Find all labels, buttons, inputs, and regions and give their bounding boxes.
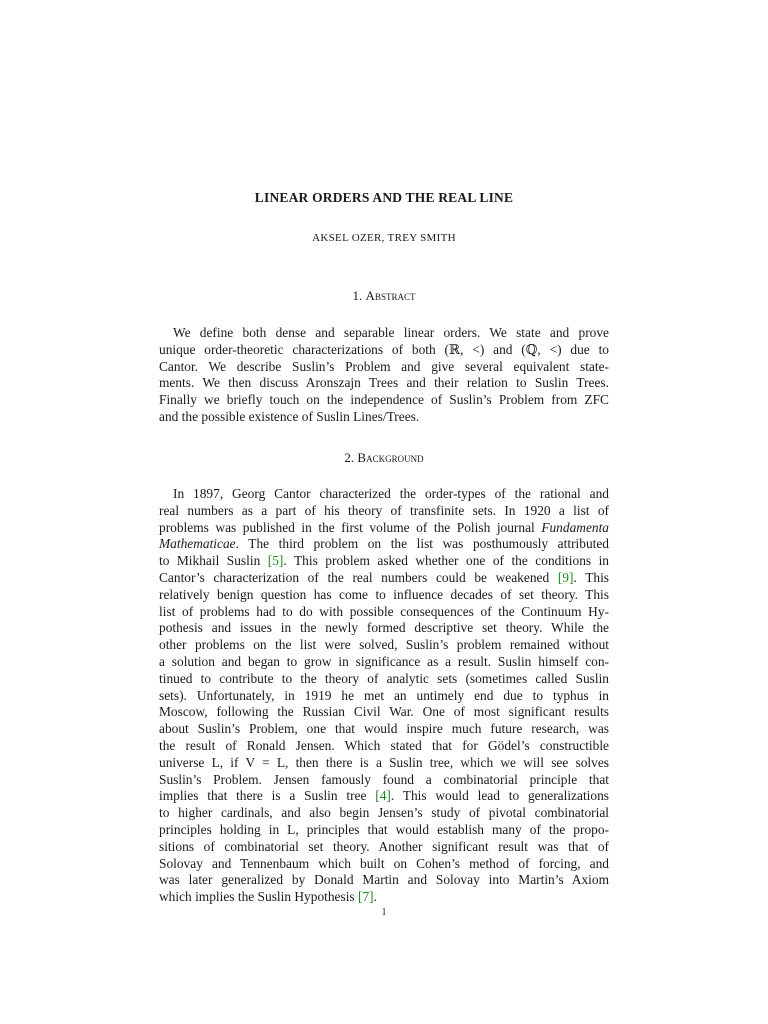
text-line: to higher cardinals, and also begin Jensen’s study of pivotal combinatorial [159, 805, 609, 821]
text-line: relatively benign question has come to influence decades of set theory. This [159, 586, 609, 602]
text-line [159, 553, 609, 570]
section-number: 1. [352, 288, 363, 303]
text-line [159, 570, 609, 587]
text-line: list of problems had to do with possible consequences of the Continuum Hy- [159, 603, 609, 619]
text-line: Finally we briefly touch on the independence of Suslin’s Problem from ZFC [159, 392, 609, 408]
text-line: Cantor. We describe Suslin’s Problem and give several equivalent state- [159, 358, 609, 374]
citation-link[interactable]: [5] [267, 553, 284, 569]
text-line: about Suslin’s Problem, one that would inspire much future research, was [159, 721, 609, 737]
text-line: was later generalized by Donald Martin and Solovay into Martin’s Axiom [159, 872, 609, 888]
text-line: other problems on the list were solved, Suslin’s problem remained without [159, 637, 609, 653]
text-line: We define both dense and separable linear orders. We state and prove [173, 325, 609, 340]
text-line: universe L, if V = L, then there is a Suslin tree, which we will see solves [159, 754, 609, 770]
text-fragment: . [373, 889, 377, 905]
section-number: 2. [344, 450, 355, 465]
section-title: Background [357, 450, 424, 465]
text-line [159, 889, 609, 906]
page-number: 1 [381, 907, 387, 918]
text-fragment: . The third problem on the list was posthumously attributed [235, 536, 609, 552]
text-line: principles holding in L, principles that would establish many of the propo- [159, 821, 609, 837]
paper-authors: AKSEL OZER, TREY SMITH [312, 232, 456, 244]
text-line: Moscow, following the Russian Civil War. One of most significant results [159, 704, 609, 720]
text-fragment: to Mikhail Suslin [159, 553, 268, 569]
journal-name: Mathematicae [159, 536, 236, 552]
text-line: Solovay and Tennenbaum which built on Cohen’s method of forcing, and [159, 855, 609, 871]
journal-name: Fundamenta [541, 519, 609, 535]
text-line: real numbers as a part of his theory of transfinite sets. In 1920 a list of [159, 502, 609, 518]
text-line: sets). Unfortunately, in 1919 he met an untimely end due to typhus in [159, 687, 609, 703]
section-heading-background [0, 450, 768, 466]
abstract-paragraph [159, 325, 609, 426]
text-fragment: . This would lead to generalizations [390, 788, 609, 804]
text-line: the result of Ronald Jensen. Which stated that for Gödel’s constructible [159, 737, 609, 753]
text-line [159, 788, 609, 805]
text-fragment: Cantor’s characterization of the real numbers could be weakened [159, 569, 558, 585]
text-line: a solution and began to grow in significance as a result. Suslin himself con- [159, 653, 609, 669]
text-line [159, 536, 609, 553]
text-fragment: . This problem asked whether one of the conditions in [283, 553, 609, 569]
text-line: sitions of combinatorial set theory. Another significant result was that of [159, 838, 609, 854]
section-heading-abstract [0, 288, 768, 304]
background-paragraph [159, 486, 609, 906]
text-line: unique order-theoretic characterizations of both (ℝ, <) and (ℚ, <) due to [159, 341, 609, 357]
text-fragment: which implies the Suslin Hypothesis [159, 889, 358, 905]
text-line [159, 520, 609, 537]
citation-link[interactable]: [4] [375, 788, 391, 804]
paper-title: LINEAR ORDERS AND THE REAL LINE [254, 190, 514, 205]
text-fragment: . This [573, 569, 609, 585]
text-line: ments. We then discuss Aronszajn Trees and their relation to Suslin Trees. [159, 375, 609, 391]
text-line: Suslin’s Problem. Jensen famously found a combinatorial principle that [159, 771, 609, 787]
section-title: Abstract [365, 288, 416, 303]
text-line: and the possible existence of Suslin Lines/Trees. [159, 408, 420, 424]
text-line: In 1897, Georg Cantor characterized the order-types of the rational and [173, 486, 609, 501]
text-fragment: problems was published in the first volume of the Polish journal [159, 519, 542, 535]
citation-link[interactable]: [9] [557, 569, 574, 585]
text-line: pothesis and issues in the newly formed descriptive set theory. While the [159, 620, 609, 636]
citation-link[interactable]: [7] [358, 889, 374, 905]
text-line: tinued to contribute to the theory of analytic sets (sometimes called Suslin [159, 670, 609, 686]
text-fragment: implies that there is a Suslin tree [159, 788, 376, 804]
